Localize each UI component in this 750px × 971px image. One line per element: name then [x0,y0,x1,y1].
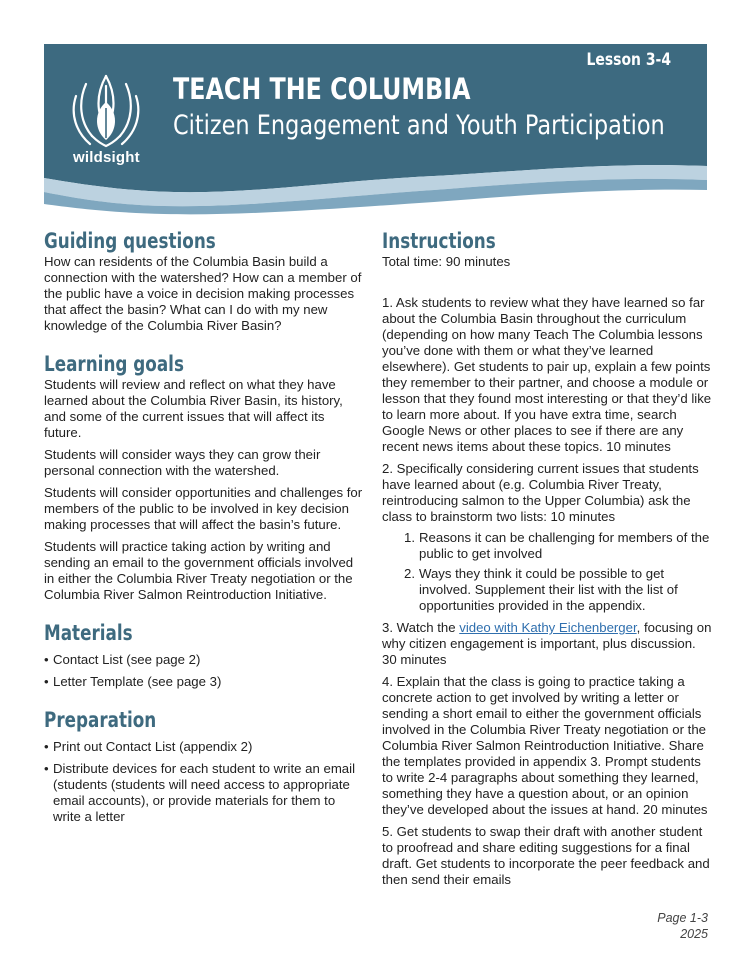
learning-goal: Students will practice taking action by writing and sending an email to the government officials involved in either the Columbia River Treaty negotiation or the Columbia River Salmon Reintroduction Initiative. [44,539,354,602]
guiding-questions-text: How can residents of the Columbia Basin build a connection with the watershed? How can a member of the public have a voice in decision making processes that affect the basin? What can I do with my new knowledge of the Columbia River Basin? [44,254,362,333]
preparation-heading: Preparation [44,708,157,732]
materials-heading: Materials [44,621,133,645]
instruction-step: 4. Explain that the class is going to practice taking a concrete action to get involved by writing a letter or sending a short email to either the government officials involved in the Columbia River Treaty negotiation or the Columbia River Salmon Reintroduction Initiative. Share the templates provided in appendix 3. Prompt students to write 2-4 paragraphs about something they learned, something they have a question about, or an opinion they’ve developed about the issues at hand. 20 minutes [382,674,708,817]
list-number: 2. [404,566,415,581]
list-item [404,530,714,562]
materials-list [44,652,364,690]
learning-goal: Students will consider opportunities and challenges for members of the public to be involved in key decision making processes that will affect the basin’s future. [44,485,363,532]
list-item: • Distribute devices for each student to write an email (students (students will need access to appropriate email accounts), or provide materials for them to write a letter [44,761,364,825]
kathy-eichenberger-video-link[interactable]: video with Kathy Eichenberger [459,620,637,635]
total-time: Total time: 90 minutes [382,254,511,269]
page-subtitle: Citizen Engagement and Youth Participation [173,110,665,141]
list-item [404,566,714,614]
instructions-section [382,228,714,888]
preparation-list [44,739,364,825]
instruction-step: 1. Ask students to review what they have learned so far about the Columbia Basin throughout the curriculum (depending on how many Teach The Columbia lessons you’ve done with them or what they’ve learned elsewhere). Get students to pair up, explain a few points they remember to their partner, and choose a module or lesson that they found most interesting or that they’d like to learn more about. If you have extra time, search Google News or other places to see if there are any recent news items about these topics. 10 minutes [382,295,712,454]
footer-year: 2025 [680,927,708,941]
instruction-step [382,620,714,668]
left-column [44,228,364,825]
materials-section [44,620,364,690]
guiding-questions-section [44,228,364,334]
list-item: • Letter Template (see page 3) [44,674,364,690]
preparation-section [44,707,364,825]
list-text: Ways they think it could be possible to get involved. Supplement their list with the list of opportunities provided in the appendix. [419,566,678,613]
instruction-step: 2. Specifically considering current issues that students have learned about (e.g. Columbia River Treaty, reintroducing salmon to the Upper Columbia) ask the class to brainstorm two lists: 10 minutes [382,461,699,524]
instructions-heading: Instructions [382,229,496,253]
page-footer [657,910,708,942]
list-item: • Print out Contact List (appendix 2) [44,739,364,755]
step3-text-end: , focusing on why citizen engagement is important, plus discussion. 30 minutes [382,620,712,667]
list-number: 1. [404,530,415,545]
list-item: • Contact List (see page 2) [44,652,364,668]
page-number: Page 1-3 [657,911,708,925]
step3-text-start: 3. Watch the [382,620,460,635]
logo-wordmark: wildsight [73,149,140,166]
learning-goals-heading: Learning goals [44,352,184,376]
brainstorm-list [404,530,714,614]
learning-goal: Students will consider ways they can grow their personal connection with the watershed. [44,447,321,478]
right-column [382,228,714,888]
learning-goals-section [44,351,364,603]
learning-goal: Students will review and reflect on what they have learned about the Columbia River Basin, its history, and some of the current issues that will affect its future. [44,377,343,440]
page-title: TEACH THE COLUMBIA [173,72,471,106]
list-text: Reasons it can be challenging for members of the public to get involved [419,530,710,561]
guiding-questions-heading: Guiding questions [44,229,216,253]
instruction-step: 5. Get students to swap their draft with another student to proofread and share editing suggestions for a final draft. Get students to incorporate the peer feedback and then send their emails [382,824,710,887]
lesson-banner [44,44,707,216]
lesson-number: Lesson 3-4 [586,50,671,70]
